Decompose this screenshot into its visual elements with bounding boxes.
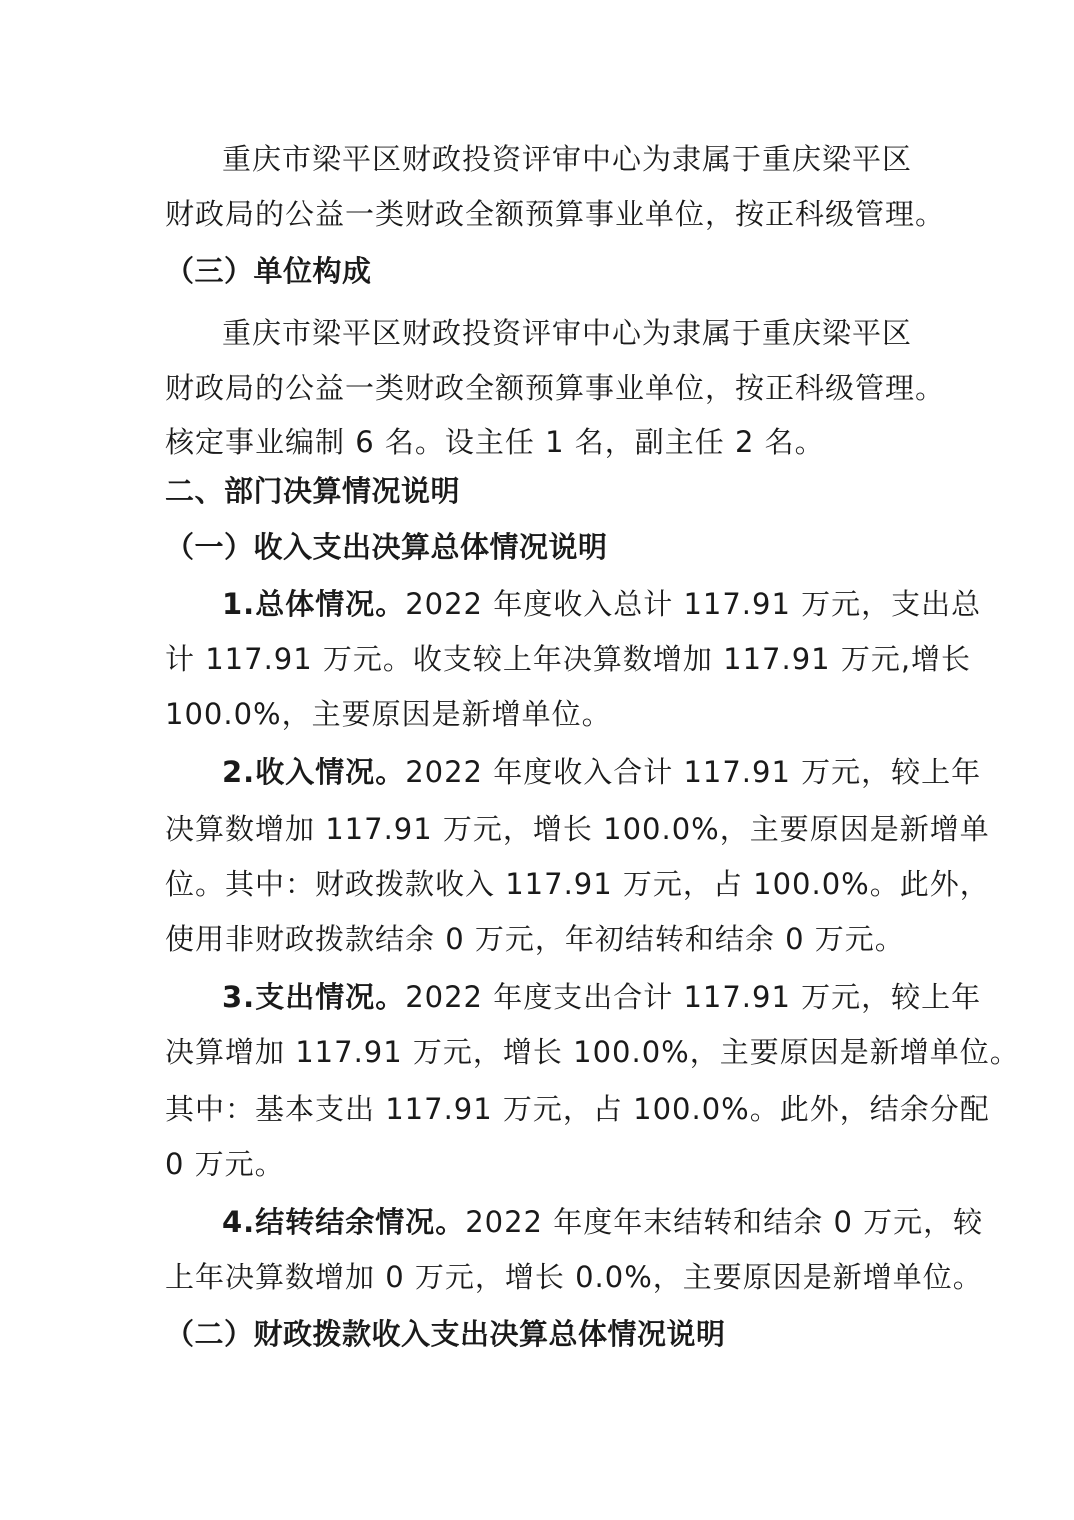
chapter-heading: 二、部门决算情况说明 (165, 474, 461, 508)
section-heading: （三）单位构成 (165, 254, 372, 288)
paragraph-line (222, 969, 981, 1025)
paragraph-line (222, 744, 981, 800)
item-text: 2022 年度年末结转和结余 0 万元，较 (465, 1205, 984, 1239)
paragraph-line: 重庆市梁平区财政投资评审中心为隶属于重庆梁平区 (222, 316, 913, 350)
item-lead: 1.总体情况。 (222, 587, 406, 621)
paragraph-line: 0 万元。 (165, 1147, 285, 1181)
item-text: 2022 年度收入合计 117.91 万元，较上年 (405, 755, 982, 789)
paragraph-line: 决算数增加 117.91 万元，增长 100.0%，主要原因是新增单 (165, 812, 990, 846)
paragraph-line: 计 117.91 万元。收支较上年决算数增加 117.91 万元,增长 (165, 642, 972, 676)
item-lead: 4.结转结余情况。 (222, 1205, 466, 1239)
item-text: 2022 年度支出合计 117.91 万元，较上年 (405, 980, 982, 1014)
paragraph-line: 100.0%，主要原因是新增单位。 (165, 697, 612, 731)
paragraph-line: 重庆市梁平区财政投资评审中心为隶属于重庆梁平区 (222, 142, 913, 176)
paragraph-line: 决算增加 117.91 万元，增长 100.0%，主要原因是新增单位。 (165, 1035, 1020, 1069)
paragraph-line (222, 1194, 983, 1250)
section-heading: （二）财政拨款收入支出决算总体情况说明 (165, 1317, 726, 1351)
item-text: 2022 年度收入总计 117.91 万元，支出总 (405, 587, 982, 621)
section-heading: （一）收入支出决算总体情况说明 (165, 530, 608, 564)
paragraph-line: 位。其中：财政拨款收入 117.91 万元，占 100.0%。此外， (165, 867, 990, 901)
paragraph-line: 核定事业编制 6 名。设主任 1 名，副主任 2 名。 (165, 425, 825, 459)
item-lead: 2.收入情况。 (222, 755, 406, 789)
paragraph-line: 上年决算数增加 0 万元，增长 0.0%，主要原因是新增单位。 (165, 1260, 983, 1294)
paragraph-line (222, 576, 981, 632)
paragraph-line: 使用非财政拨款结余 0 万元，年初结转和结余 0 万元。 (165, 922, 905, 956)
paragraph-line: 其中：基本支出 117.91 万元，占 100.0%。此外，结余分配 (165, 1092, 990, 1126)
paragraph-line: 财政局的公益一类财政全额预算事业单位，按正科级管理。 (165, 197, 946, 231)
paragraph-line: 财政局的公益一类财政全额预算事业单位，按正科级管理。 (165, 371, 946, 405)
item-lead: 3.支出情况。 (222, 980, 406, 1014)
